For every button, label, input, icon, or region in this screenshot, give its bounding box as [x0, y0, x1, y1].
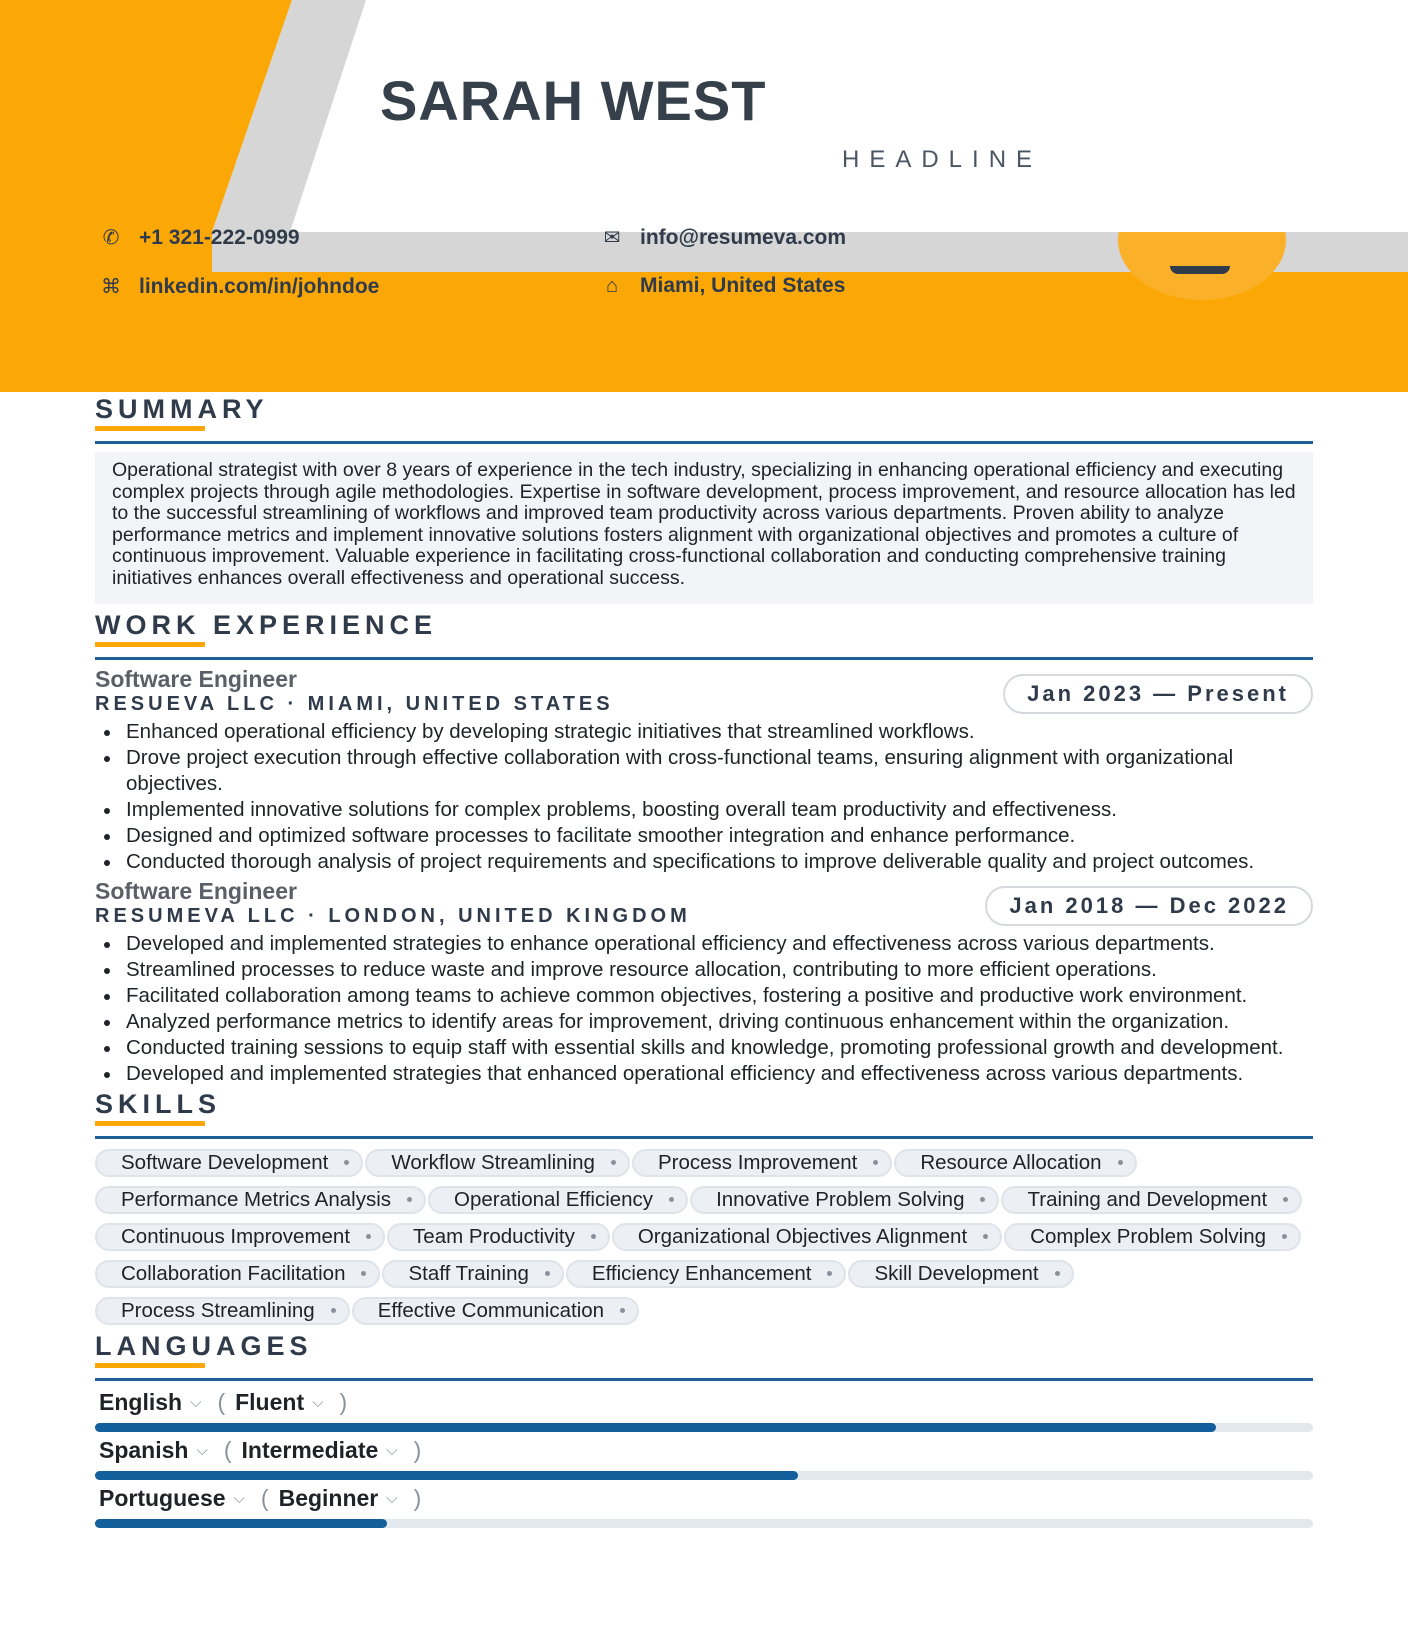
candidate-name: SARAH WEST [380, 69, 767, 132]
chevron-down-icon[interactable]: ⌵ [233, 1490, 245, 1508]
skill-tag [387, 1223, 610, 1251]
skill-tag [352, 1297, 639, 1325]
job-bullets [95, 719, 1313, 875]
skills-section [95, 1087, 1313, 1325]
link-icon: ⌘ [101, 276, 121, 298]
skill-label: Performance Metrics Analysis [121, 1187, 392, 1211]
skill-label: Organizational Objectives Alignment [637, 1224, 968, 1248]
email-text: info@resumeva.com [640, 225, 847, 249]
language-name: English [99, 1389, 183, 1416]
resume-body [95, 392, 1313, 1531]
experience-heading: WORK EXPERIENCE [95, 609, 438, 640]
skill-dot [591, 1234, 596, 1239]
skill-dot [873, 1160, 878, 1165]
contact-phone[interactable] [97, 225, 300, 250]
skill-dot [980, 1197, 985, 1202]
job-bullet: Streamlined processes to reduce waste and improve resource allocation, contributing to more efficient operations. [95, 957, 1313, 983]
skill-tag [848, 1260, 1073, 1288]
paren-close: ) [413, 1485, 422, 1512]
job-title: Software Engineer [95, 877, 297, 904]
languages-section [95, 1329, 1313, 1531]
paren-open: ( [217, 1389, 226, 1416]
job-bullet: Developed and implemented strategies to enhance operational efficiency and effectiveness across various departments. [95, 931, 1313, 957]
skill-dot [1118, 1160, 1123, 1165]
skill-tag [612, 1223, 1002, 1251]
skill-tag [690, 1186, 999, 1214]
chevron-down-icon[interactable]: ⌵ [190, 1394, 202, 1412]
chevron-down-icon[interactable]: ⌵ [386, 1490, 398, 1508]
skill-label: Efficiency Enhancement [591, 1261, 812, 1285]
skill-label: Software Development [121, 1150, 329, 1174]
skill-label: Training and Development [1027, 1187, 1268, 1211]
skill-tag [566, 1260, 847, 1288]
skill-dot [331, 1308, 336, 1313]
job-bullet: Enhanced operational efficiency by developing strategic initiatives that streamlined workflows. [95, 719, 1313, 745]
heading-accent [95, 1363, 205, 1368]
paren-close: ) [339, 1389, 348, 1416]
skill-dot [1055, 1271, 1060, 1276]
skills-heading: SKILLS [95, 1088, 222, 1119]
job-entry [95, 666, 1313, 875]
skill-label: Team Productivity [413, 1224, 575, 1248]
skill-tag [1001, 1186, 1302, 1214]
section-divider [95, 1378, 1313, 1381]
job-dates: Jan 2018 — Dec 2022 [985, 886, 1313, 926]
experience-section [95, 608, 1313, 1087]
skill-dot [620, 1308, 625, 1313]
skill-dot [669, 1197, 674, 1202]
section-divider [95, 657, 1313, 660]
job-bullet: Facilitated collaboration among teams to achieve common objectives, fostering a positive and productive work environment. [95, 983, 1313, 1009]
job-bullets [95, 931, 1313, 1087]
language-level: Fluent [235, 1389, 305, 1416]
language-entry [95, 1483, 1313, 1531]
language-name: Spanish [99, 1437, 189, 1464]
heading-accent [95, 1121, 205, 1126]
chevron-down-icon[interactable]: ⌵ [312, 1394, 324, 1412]
proficiency-fill [95, 1471, 798, 1480]
skill-label: Skill Development [874, 1261, 1039, 1285]
proficiency-track [95, 1423, 1313, 1432]
job-bullet: Conducted thorough analysis of project requirements and specifications to improve deliverable quality and project outcomes. [95, 849, 1313, 875]
language-level: Beginner [278, 1485, 379, 1512]
skill-dot [361, 1271, 366, 1276]
skill-dot [366, 1234, 371, 1239]
resume-header [0, 0, 1408, 392]
skill-tag [632, 1149, 892, 1177]
chevron-down-icon[interactable]: ⌵ [386, 1442, 398, 1460]
skill-tag [95, 1260, 380, 1288]
job-company: RESUEVA LLC · MIAMI, UNITED STATES [95, 692, 614, 715]
contact-linkedin[interactable] [97, 274, 379, 299]
job-dates: Jan 2023 — Present [1003, 674, 1313, 714]
job-bullet: Analyzed performance metrics to identify areas for improvement, driving continuous enhancement within the organization. [95, 1009, 1313, 1035]
language-entry [95, 1435, 1313, 1483]
summary-text: Operational strategist with over 8 years of experience in the tech industry, specializing in enhancing operational efficiency and executing complex projects through agile methodologies. Expertise in software development, process improvement, and resource allocation has led to the successful streamlining of workflows and improved team productivity across various departments. Proven ability to analyze performance metrics and implement innovative solutions fosters alignment with organizational objectives and promotes a culture of continuous improvement. Valuable experience in facilitating cross-functional collaboration and conducting comprehensive training initiatives enhances overall effectiveness and operational success. [95, 452, 1313, 604]
paren-open: ( [260, 1485, 269, 1512]
skill-tag [894, 1149, 1136, 1177]
skill-label: Staff Training [408, 1261, 529, 1285]
skill-tag [428, 1186, 688, 1214]
job-bullet: Drove project execution through effective collaboration with cross-functional teams, ensuring alignment with organizational objectives. [95, 745, 1313, 797]
phone-icon: ✆ [102, 227, 120, 249]
proficiency-track [95, 1471, 1313, 1480]
skill-dot [407, 1197, 412, 1202]
proficiency-fill [95, 1519, 387, 1528]
heading-accent [95, 426, 205, 431]
heading-accent [95, 642, 205, 647]
skill-dot [545, 1271, 550, 1276]
proficiency-fill [95, 1423, 1216, 1432]
contact-location [598, 274, 845, 298]
skills-list [95, 1149, 1313, 1325]
skill-dot [827, 1271, 832, 1276]
language-name: Portuguese [99, 1485, 226, 1512]
job-bullet: Designed and optimized software processes to facilitate smoother integration and enhance performance. [95, 823, 1313, 849]
skill-label: Resource Allocation [920, 1150, 1102, 1174]
skill-label: Process Improvement [657, 1150, 858, 1174]
skill-dot [344, 1160, 349, 1165]
skill-tag [95, 1223, 385, 1251]
job-bullet: Conducted training sessions to equip staff with essential skills and knowledge, promoting professional growth and development. [95, 1035, 1313, 1061]
section-divider [95, 441, 1313, 444]
skill-tag [1004, 1223, 1301, 1251]
candidate-headline: HEADLINE [842, 146, 1043, 173]
proficiency-track [95, 1519, 1313, 1528]
languages-heading: LANGUAGES [95, 1330, 313, 1361]
skill-tag [382, 1260, 563, 1288]
language-level: Intermediate [241, 1437, 379, 1464]
skill-tag [365, 1149, 630, 1177]
paren-close: ) [413, 1437, 422, 1464]
skill-dot [983, 1234, 988, 1239]
skill-dot [1283, 1197, 1288, 1202]
skill-tag [95, 1149, 363, 1177]
envelope-icon: ✉ [603, 227, 621, 249]
paren-open: ( [223, 1437, 232, 1464]
skill-dot [611, 1160, 616, 1165]
skill-tag [95, 1297, 350, 1325]
section-divider [95, 1136, 1313, 1139]
location-text: Miami, United States [640, 274, 846, 297]
contact-email[interactable] [598, 225, 846, 250]
job-bullet: Implemented innovative solutions for complex problems, boosting overall team productivity and effectiveness. [95, 797, 1313, 823]
job-company: RESUMEVA LLC · LONDON, UNITED KINGDOM [95, 904, 691, 927]
skill-label: Effective Communication [377, 1298, 605, 1322]
skill-tag [95, 1186, 426, 1214]
linkedin-text: linkedin.com/in/johndoe [139, 274, 380, 298]
skill-label: Complex Problem Solving [1030, 1224, 1266, 1248]
skill-label: Process Streamlining [121, 1298, 315, 1322]
skill-dot [1282, 1234, 1287, 1239]
job-entry [95, 878, 1313, 1087]
phone-text: +1 321-222-0999 [139, 225, 300, 249]
job-bullet: Developed and implemented strategies that enhanced operational efficiency and effectiveness across various departments. [95, 1061, 1313, 1087]
photo-placeholder-shadow [1170, 266, 1230, 274]
language-entry [95, 1387, 1313, 1435]
summary-section [95, 392, 1313, 604]
home-icon: ⌂ [605, 274, 619, 297]
skill-label: Workflow Streamlining [391, 1150, 595, 1174]
skill-label: Innovative Problem Solving [716, 1187, 965, 1211]
skill-label: Operational Efficiency [454, 1187, 654, 1211]
skill-label: Continuous Improvement [121, 1224, 351, 1248]
summary-heading: SUMMARY [95, 394, 269, 424]
chevron-down-icon[interactable]: ⌵ [196, 1442, 208, 1460]
job-title: Software Engineer [95, 665, 297, 692]
skill-label: Collaboration Facilitation [121, 1261, 346, 1285]
